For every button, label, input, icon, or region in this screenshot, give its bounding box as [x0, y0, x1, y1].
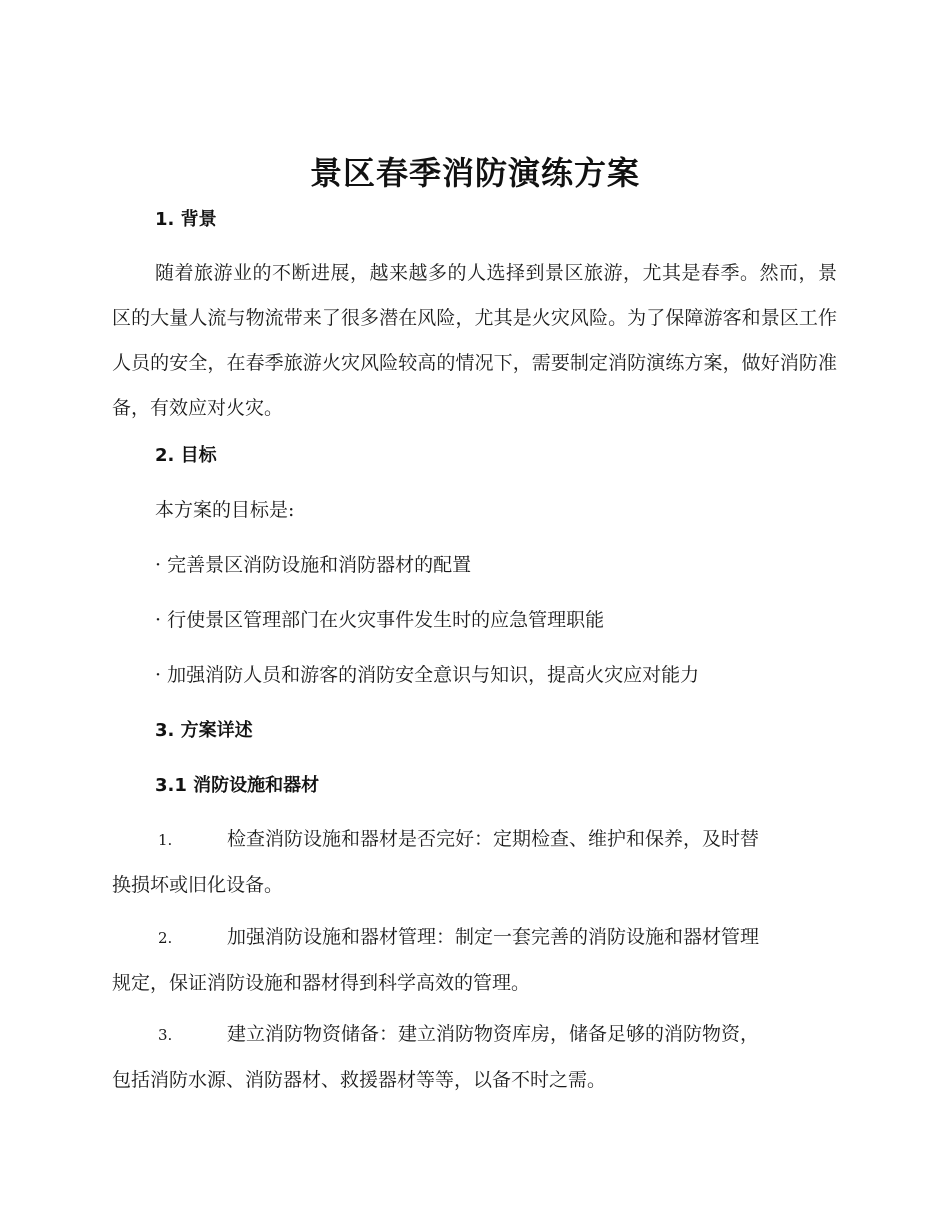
subsection-facilities [112, 763, 837, 808]
numbered-item-continuation: 换损坏或旧化设备。 [112, 874, 284, 896]
section-goals [112, 433, 837, 478]
goals-intro: 本方案的目标是: [155, 499, 295, 521]
goals-intro-block [112, 488, 837, 533]
numbered-item [112, 915, 837, 1006]
numbered-item [112, 1012, 837, 1103]
item-number: 3. [158, 1026, 173, 1044]
section-background [112, 197, 837, 242]
section-details [112, 708, 837, 753]
goal-item: · 加强消防人员和游客的消防安全意识与知识，提高火灾应对能力 [155, 664, 700, 686]
numbered-item-continuation: 包括消防水源、消防器材、救援器材等等，以备不时之需。 [112, 1069, 607, 1091]
section-heading-background: 1. 背景 [155, 209, 217, 230]
background-paragraph: 随着旅游业的不断进展，越来越多的人选择到景区旅游，尤其是春季。然而，景区的大量人流与物流带来了很多潜在风险，尤其是火灾风险。为了保障游客和景区工作人员的安全，在春季旅游火灾风险较高的情况下，需要制定消防演练方案，做好消防准备，有效应对火灾。 [112, 262, 837, 419]
section-heading-details: 3. 方案详述 [155, 720, 253, 741]
numbered-item-first-line [112, 915, 837, 961]
item-text: 建立消防物资储备：建立消防物资库房，储备足够的消防物资， [227, 1023, 760, 1045]
numbered-item-continuation: 规定，保证消防设施和器材得到科学高效的管理。 [112, 972, 531, 994]
numbered-item-first-line [112, 817, 837, 863]
item-text: 加强消防设施和器材管理：制定一套完善的消防设施和器材管理 [227, 926, 760, 948]
background-paragraph-block [112, 251, 837, 431]
goal-item: · 完善景区消防设施和消防器材的配置 [155, 554, 472, 576]
numbered-item-first-line [112, 1012, 837, 1058]
goal-item: · 行使景区管理部门在火灾事件发生时的应急管理职能 [155, 609, 605, 631]
item-number: 1. [158, 831, 173, 849]
numbered-item [112, 817, 837, 908]
document-title: 景区春季消防演练方案 [309, 154, 640, 192]
section-heading-goals: 2. 目标 [155, 445, 217, 466]
item-text: 检查消防设施和器材是否完好：定期检查、维护和保养，及时替 [227, 828, 760, 850]
goals-list [112, 543, 837, 698]
subsection-heading-facilities: 3.1 消防设施和器材 [155, 775, 320, 796]
item-number: 2. [158, 929, 173, 947]
